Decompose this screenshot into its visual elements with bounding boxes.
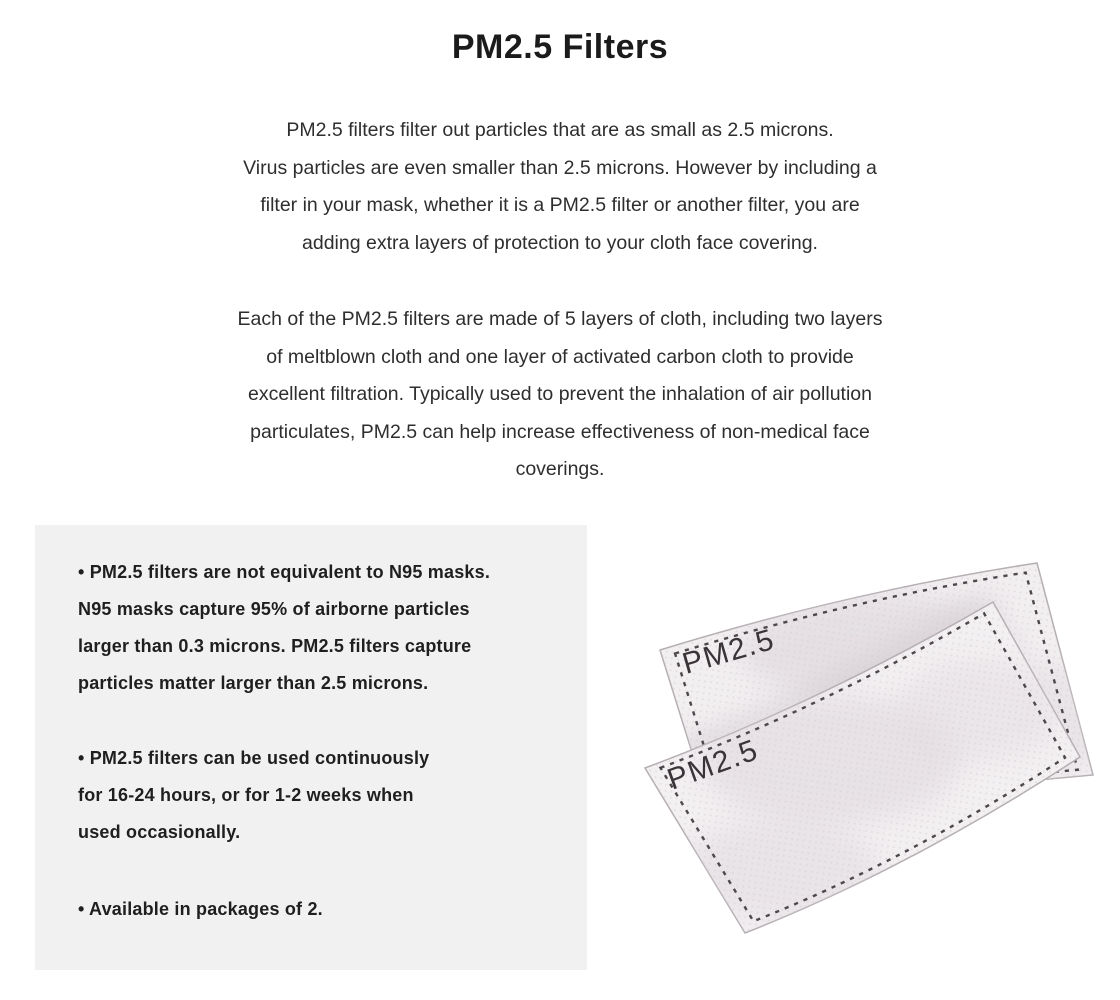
- text-line: used occasionally.: [78, 822, 241, 842]
- bullet-usage-duration: [78, 740, 559, 851]
- key-facts-panel: [35, 525, 587, 970]
- text-line: filter in your mask, whether it is a PM2.5 filter or another filter, you are: [260, 194, 860, 216]
- filter-print-label-back: PM2.5: [678, 623, 779, 681]
- bullet-n95-comparison: [78, 554, 559, 702]
- intro-paragraph-2: [160, 301, 960, 489]
- pm25-filters-photo: [620, 540, 1120, 960]
- text-line: particulates, PM2.5 can help increase effectiveness of non-medical face: [250, 420, 870, 443]
- text-line: particles matter larger than 2.5 microns.: [78, 673, 429, 693]
- text-line: of meltblown cloth and one layer of activated carbon cloth to provide: [266, 345, 854, 368]
- text-line: excellent filtration. Typically used to prevent the inhalation of air pollution: [247, 383, 872, 405]
- filter-print-label-front: PM2.5: [663, 733, 763, 797]
- text-line: Each of the PM2.5 filters are made of 5 layers of cloth, including two layers: [237, 308, 883, 330]
- text-line: adding extra layers of protection to your cloth face covering.: [302, 231, 818, 254]
- text-line: • PM2.5 filters can be used continuously: [78, 748, 430, 768]
- text-line: • Available in packages of 2.: [78, 899, 323, 919]
- product-image: [620, 540, 1120, 960]
- text-line: coverings.: [515, 458, 605, 480]
- intro-paragraph-1: [160, 112, 960, 262]
- page-title: PM2.5 Filters: [451, 28, 669, 66]
- bullet-package-size: [78, 891, 559, 928]
- text-line: • PM2.5 filters are not equivalent to N95 masks.: [78, 562, 491, 582]
- text-line: Virus particles are even smaller than 2.5 microns. However by including a: [243, 156, 877, 179]
- text-line: N95 masks capture 95% of airborne particles: [78, 599, 470, 619]
- text-line: for 16-24 hours, or for 1-2 weeks when: [78, 785, 414, 805]
- text-line: PM2.5 filters filter out particles that are as small as 2.5 microns.: [286, 119, 834, 141]
- text-line: larger than 0.3 microns. PM2.5 filters capture: [78, 636, 472, 656]
